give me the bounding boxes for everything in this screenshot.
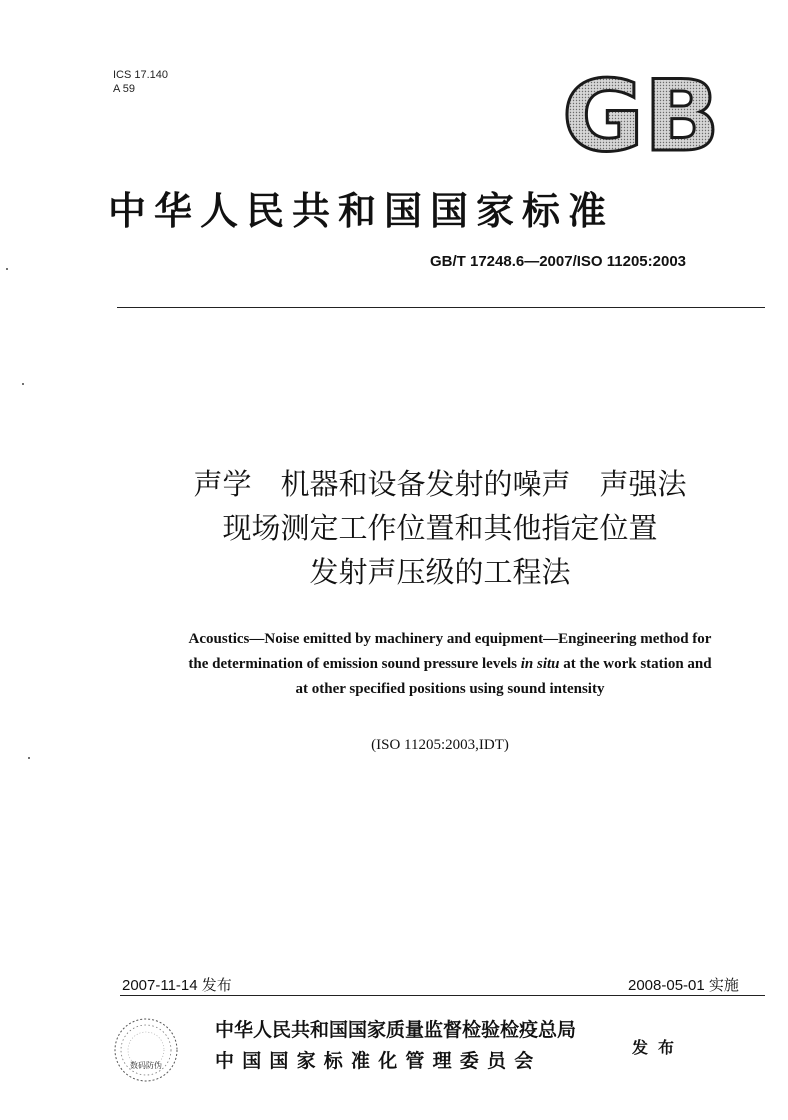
header-divider [117, 307, 765, 308]
implementation-date: 2008-05-01 实施 [628, 977, 739, 994]
chinese-title-line-1: 声学 机器和设备发射的噪声 声强法 [193, 467, 687, 501]
gb-logo [560, 72, 722, 158]
standard-number: GB/T 17248.6—2007/ISO 11205:2003 [430, 253, 687, 270]
publish-label: 发布 [632, 1038, 685, 1057]
scan-speck [22, 383, 24, 385]
anti-counterfeit-seal-icon [112, 1016, 180, 1084]
english-title-line-1: Acoustics—Noise emitted by machinery and equipment—Engineering method for [188, 631, 712, 647]
ccs-code: A 59 [113, 83, 136, 95]
issuing-authorities [215, 1015, 576, 1077]
issue-date: 2007-11-14 发布 [122, 977, 232, 994]
english-title-line-3: at other specified positions using sound intensity [295, 681, 605, 697]
chinese-title [60, 462, 788, 594]
english-title-line-2-start: the determination of emission sound pressure levels [188, 656, 521, 672]
issuer-sac: 中国国家标准化管理委员会 [215, 1050, 542, 1072]
national-standard-title: 中华人民共和国国家标准 [108, 189, 615, 233]
iso-reference: (ISO 11205:2003,IDT) [371, 737, 509, 753]
english-title [100, 627, 788, 702]
english-title-line-2 [100, 652, 788, 677]
gb-logo-text: GB [562, 72, 720, 158]
scan-speck [6, 268, 8, 270]
classification-codes [113, 68, 168, 96]
chinese-title-line-3: 发射声压级的工程法 [309, 555, 571, 589]
footer-divider [120, 995, 765, 996]
english-title-line-2-end: at the work station and [559, 656, 712, 672]
ics-code: ICS 17.140 [113, 69, 169, 81]
issuer-aqsiq: 中华人民共和国国家质量监督检验检疫总局 [215, 1019, 577, 1041]
chinese-title-line-2: 现场测定工作位置和其他指定位置 [222, 511, 658, 545]
english-title-in-situ: in situ [520, 656, 560, 672]
scan-speck [28, 757, 30, 759]
seal-text: 数码防伪 [130, 1061, 162, 1070]
